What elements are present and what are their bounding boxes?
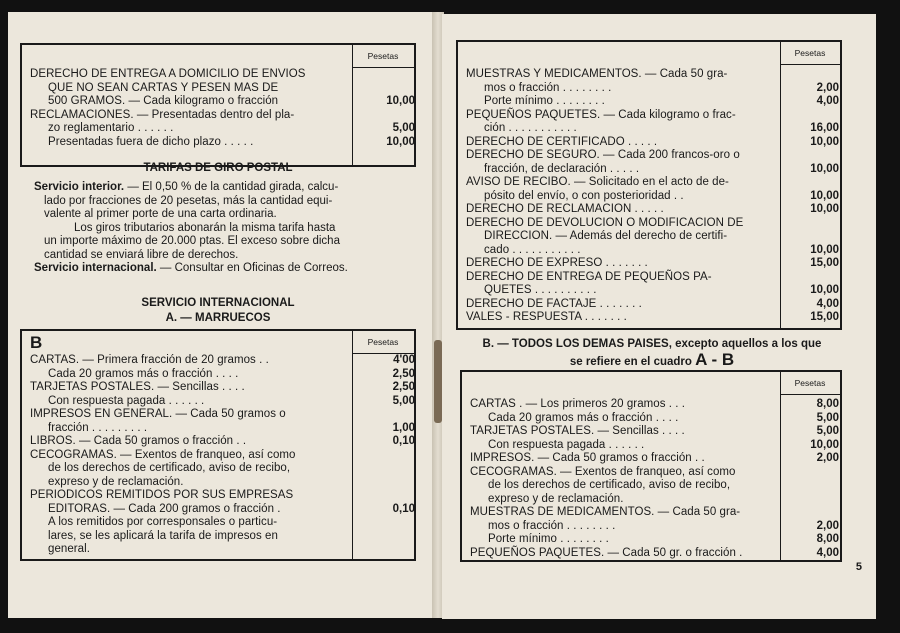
demas-heading — [460, 338, 844, 370]
tariff-row — [466, 109, 842, 123]
tariff-row — [470, 398, 842, 412]
tariff-row — [470, 439, 842, 453]
right-bottom-rows — [470, 398, 842, 560]
tariff-text: QUE NO SEAN CARTAS Y PESEN MAS DE — [48, 81, 279, 94]
tariff-row — [30, 516, 416, 530]
tariff-text: IMPRESOS EN GENERAL. — Cada 50 gramos o — [30, 408, 286, 420]
tariff-value: 2,50 — [392, 367, 415, 380]
tariff-row — [30, 543, 416, 557]
left-top-rows — [30, 68, 416, 149]
tariff-row — [466, 190, 842, 204]
tariff-text: DERECHO DE CERTIFICADO . . . . . — [466, 135, 658, 148]
paragraph-line — [34, 208, 424, 222]
tariff-row — [466, 95, 842, 109]
paragraph-line — [34, 235, 424, 249]
right-top-tariff-box — [456, 40, 842, 330]
tariff-value: 10,00 — [810, 284, 839, 296]
tariff-text: pósito del envío, o con posterioridad . . — [484, 189, 684, 202]
tariff-text: CARTAS. — Primera fracción de 20 gramos . . — [30, 354, 269, 366]
tariff-text: PERIODICOS REMITIDOS POR SUS EMPRESAS — [30, 489, 294, 501]
tariff-text: expreso y de reclamación. — [48, 475, 184, 488]
tariff-value: 10,00 — [810, 189, 839, 202]
tariff-row — [30, 68, 416, 82]
tariff-row — [466, 311, 842, 325]
tariff-value: 4,00 — [816, 297, 839, 310]
tariff-text: TARJETAS POSTALES. — Sencillas . . . . — [30, 381, 245, 393]
demas-line1: B. — TODOS LOS DEMAS PAISES, excepto aquellos a los que — [482, 338, 822, 350]
tariff-text: MUESTRAS DE MEDICAMENTOS. — Cada 50 gra- — [470, 506, 741, 518]
paragraph-text: valente al primer porte de una carta ordinaria. — [44, 208, 277, 220]
tariff-text: CARTAS . — Los primeros 20 gramos . . . — [470, 398, 685, 410]
tariff-value: 10,00 — [386, 95, 415, 107]
tariff-value: 8,00 — [816, 533, 839, 545]
tariff-row — [30, 395, 416, 409]
tariff-value: 10,00 — [810, 203, 839, 215]
giro-title: TARIFAS DE GIRO POSTAL — [143, 162, 293, 174]
tariff-value: 0,10 — [392, 502, 415, 515]
tariff-row — [30, 408, 416, 422]
tariff-value: 2,50 — [392, 381, 415, 393]
right-page — [442, 14, 876, 619]
tariff-row — [30, 462, 416, 476]
tariff-row — [466, 230, 842, 244]
tariff-text: Presentadas fuera de dicho plazo . . . . . — [48, 135, 254, 148]
tariff-text: PEQUEÑOS PAQUETES. — Cada kilogramo o frac- — [466, 108, 736, 121]
tariff-value: 10,00 — [810, 243, 839, 256]
tariff-text: Cada 20 gramos más o fracción . . . . — [488, 411, 679, 424]
tariff-row — [470, 412, 842, 426]
paragraph-text: cantidad se enviará libre de derechos. — [44, 248, 239, 261]
tariff-text: de los derechos de certificado, aviso de recibo, — [48, 462, 291, 474]
right-bottom-tariff-box — [460, 370, 842, 562]
tariff-text: cado . . . . . . . . . . . — [484, 243, 581, 256]
paragraph-lead: Servicio internacional. — [34, 262, 157, 274]
right-top-rows — [466, 68, 842, 325]
tariff-row — [30, 503, 416, 517]
tariff-row — [30, 449, 416, 463]
pesetas-header: Pesetas — [352, 45, 414, 68]
tariff-row — [30, 95, 416, 109]
tariff-text: 500 GRAMOS. — Cada kilogramo o fracción — [48, 95, 279, 107]
paragraph-line — [34, 195, 424, 209]
tariff-text: general. — [48, 543, 90, 555]
tariff-value: 15,00 — [810, 311, 839, 323]
giro-text — [34, 181, 424, 276]
tariff-row — [466, 82, 842, 96]
tariff-row — [466, 244, 842, 258]
tariff-row — [466, 136, 842, 150]
box-b — [20, 329, 416, 561]
tariff-text: mos o fracción . . . . . . . . — [484, 81, 612, 94]
tariff-value: 2,00 — [816, 452, 839, 464]
tariff-row — [30, 489, 416, 503]
tariff-value: 10,00 — [810, 438, 839, 451]
tariff-text: Con respuesta pagada . . . . . . — [48, 394, 205, 407]
tariff-row — [470, 479, 842, 493]
tariff-value: 4'00 — [393, 354, 415, 366]
tariff-text: DERECHO DE SEGURO. — Cada 200 francos-oro o — [466, 149, 740, 161]
tariff-value: 10,00 — [386, 135, 415, 148]
tariff-row — [30, 122, 416, 136]
tariff-row — [466, 217, 842, 231]
tariff-text: QUETES . . . . . . . . . . — [484, 284, 597, 296]
paragraph-line — [34, 262, 424, 276]
paragraph-text: — El 0,50 % de la cantidad girada, calcu- — [124, 181, 339, 193]
tariff-text: RECLAMACIONES. — Presentadas dentro del pla- — [30, 108, 295, 121]
tariff-row — [466, 176, 842, 190]
tariff-text: VALES - RESPUESTA . . . . . . . — [466, 311, 627, 323]
tariff-row — [466, 284, 842, 298]
tariff-text: LIBROS. — Cada 50 gramos o fracción . . — [30, 435, 247, 447]
tariff-text: Porte mínimo . . . . . . . . — [488, 533, 609, 545]
tariff-value: 5,00 — [816, 425, 839, 437]
tariff-text: DIRECCION. — Además del derecho de certifi- — [484, 230, 728, 242]
paragraph-lead: Servicio interior. — [34, 181, 125, 193]
tariff-text: PEQUEÑOS PAQUETES. — Cada 50 gr. o fracción . — [470, 546, 743, 559]
tariff-row — [466, 298, 842, 312]
tariff-row — [30, 354, 416, 368]
tariff-text: zo reglamentario . . . . . . — [48, 122, 174, 134]
tariff-value: 8,00 — [816, 398, 839, 410]
paragraph-line — [34, 181, 424, 195]
tariff-row — [466, 149, 842, 163]
tariff-value: 5,00 — [816, 411, 839, 424]
tariff-value: 1,00 — [392, 421, 415, 434]
tariff-text: mos o fracción . . . . . . . . — [488, 519, 616, 532]
tariff-row — [30, 422, 416, 436]
box-b-rows — [30, 354, 416, 557]
tariff-value: 5,00 — [392, 122, 415, 134]
tariff-row — [466, 163, 842, 177]
pesetas-header: Pesetas — [780, 42, 840, 65]
tariff-row — [470, 493, 842, 507]
tariff-value: 15,00 — [810, 257, 839, 269]
tariff-text: DERECHO DE FACTAJE . . . . . . . — [466, 297, 642, 310]
tariff-row — [466, 68, 842, 82]
tariff-text: EDITORAS. — Cada 200 gramos o fracción . — [48, 502, 281, 515]
left-top-tariff-box — [20, 43, 416, 167]
pesetas-header: Pesetas — [352, 331, 414, 354]
page-number: 5 — [855, 561, 862, 573]
paragraph-text: un importe máximo de 20.000 ptas. El exceso sobre dicha — [44, 235, 340, 247]
tariff-row — [30, 109, 416, 123]
tariff-text: IMPRESOS. — Cada 50 gramos o fracción . . — [470, 452, 705, 464]
tariff-text: de los derechos de certificado, aviso de recibo, — [488, 479, 731, 491]
staple-bottom — [434, 375, 442, 423]
paragraph-text: — Consultar en Oficinas de Correos. — [156, 262, 348, 274]
tariff-text: CECOGRAMAS. — Exentos de franqueo, así como — [470, 465, 736, 478]
tariff-value: 4,00 — [816, 546, 839, 559]
tariff-text: MUESTRAS Y MEDICAMENTOS. — Cada 50 gra- — [466, 68, 728, 80]
tariff-row — [470, 425, 842, 439]
tariff-text: Con respuesta pagada . . . . . . — [488, 438, 645, 451]
tariff-text: DERECHO DE ENTREGA A DOMICILIO DE ENVIOS — [30, 68, 306, 80]
tariff-row — [30, 368, 416, 382]
tariff-row — [466, 257, 842, 271]
paragraph-text: Los giros tributarios abonarán la misma tarifa hasta — [74, 221, 336, 234]
tariff-text: lares, se les aplicará la tarifa de impresos en — [48, 529, 278, 542]
tariff-value: 0,10 — [392, 435, 415, 447]
paragraph-line — [34, 249, 424, 263]
tariff-row — [30, 136, 416, 150]
intl-title: SERVICIO INTERNACIONAL — [141, 297, 295, 309]
tariff-text: fracción . . . . . . . . . — [48, 421, 148, 434]
left-page — [8, 12, 434, 618]
tariff-text: Porte mínimo . . . . . . . . — [484, 95, 605, 107]
tariff-text: expreso y de reclamación. — [488, 492, 624, 505]
paragraph-text: lado por fracciones de 20 pesetas, más la cantidad equi- — [44, 194, 333, 207]
tariff-value: 10,00 — [810, 135, 839, 148]
paragraph-line — [34, 222, 424, 236]
tariff-row — [30, 82, 416, 96]
tariff-row — [30, 381, 416, 395]
tariff-row — [30, 435, 416, 449]
tariff-row — [470, 506, 842, 520]
tariff-text: Cada 20 gramos más o fracción . . . . — [48, 367, 239, 380]
tariff-value: 16,00 — [810, 122, 839, 134]
tariff-row — [30, 476, 416, 490]
tariff-row — [470, 452, 842, 466]
tariff-value: 2,00 — [816, 81, 839, 94]
tariff-text: fracción, de declaración . . . . . — [484, 162, 640, 175]
tariff-row — [30, 530, 416, 544]
pesetas-header: Pesetas — [780, 372, 840, 395]
demas-line2: se refiere en el cuadro — [569, 356, 692, 368]
tariff-text: A los remitidos por corresponsales o particu- — [48, 516, 278, 528]
demas-ref: A - B — [695, 350, 735, 369]
tariff-value: 2,00 — [816, 519, 839, 532]
tariff-text: DERECHO DE EXPRESO . . . . . . . — [466, 257, 648, 269]
tariff-text: DERECHO DE ENTREGA DE PEQUEÑOS PA- — [466, 270, 712, 283]
tariff-row — [466, 203, 842, 217]
box-b-letter: B — [30, 333, 43, 352]
tariff-value: 5,00 — [392, 394, 415, 407]
tariff-text: TARJETAS POSTALES. — Sencillas . . . . — [470, 425, 685, 437]
tariff-row — [470, 466, 842, 480]
tariff-text: AVISO DE RECIBO. — Solicitado en el acto de de- — [466, 176, 729, 188]
intl-subtitle: A. — MARRUECOS — [165, 312, 271, 324]
tariff-value: 10,00 — [810, 162, 839, 175]
tariff-text: ción . . . . . . . . . . . — [484, 122, 577, 134]
tariff-row — [470, 520, 842, 534]
tariff-text: DERECHO DE RECLAMACION . . . . . — [466, 203, 664, 215]
tariff-value: 4,00 — [816, 95, 839, 107]
tariff-text: DERECHO DE DEVOLUCION O MODIFICACION DE — [466, 216, 744, 229]
tariff-row — [470, 533, 842, 547]
tariff-row — [466, 271, 842, 285]
tariff-text: CECOGRAMAS. — Exentos de franqueo, así como — [30, 448, 296, 461]
tariff-row — [466, 122, 842, 136]
tariff-row — [470, 547, 842, 561]
